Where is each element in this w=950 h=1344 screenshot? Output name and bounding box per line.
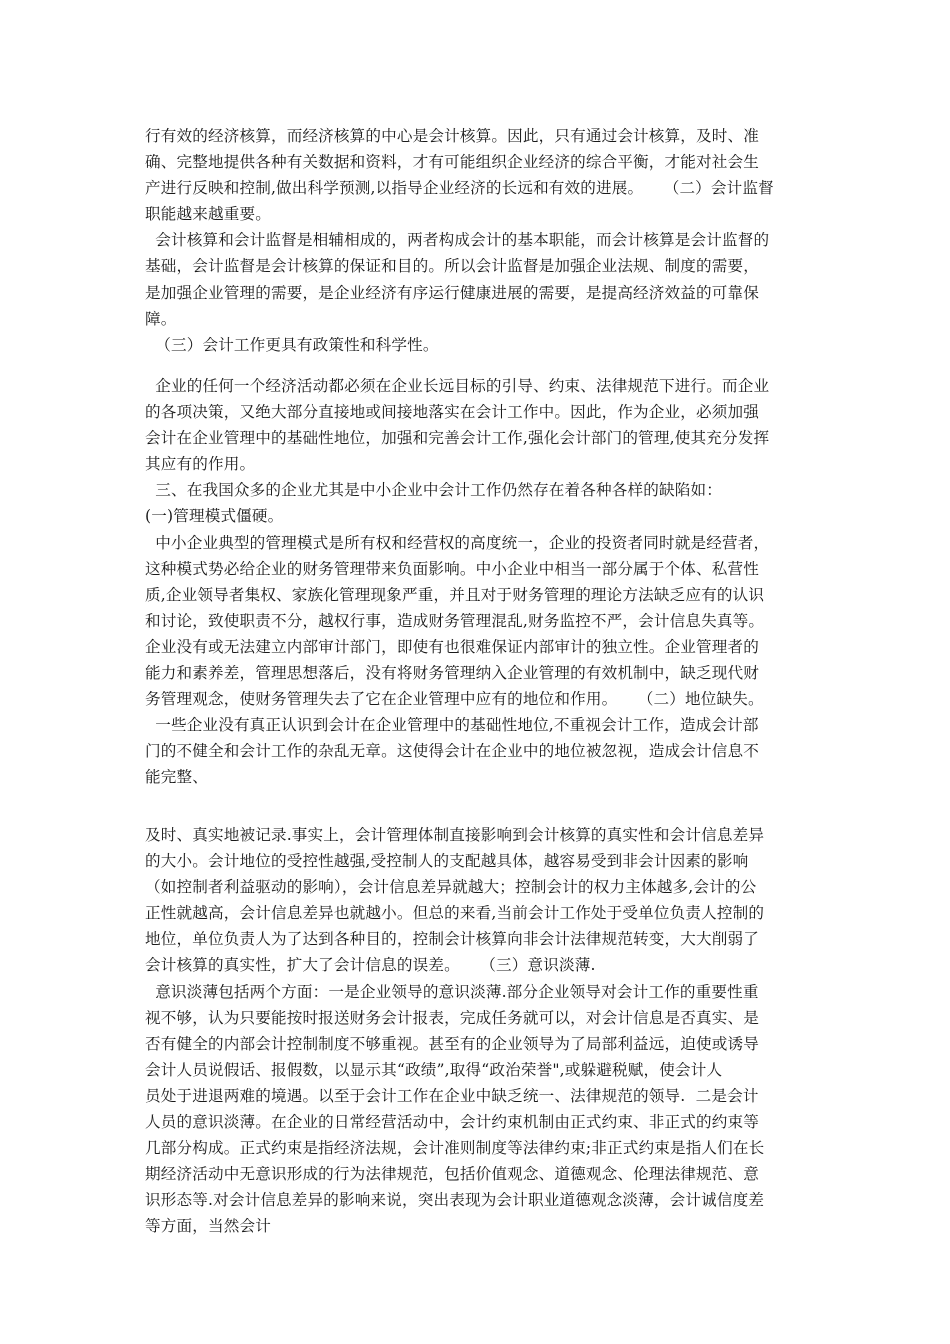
text-line: 的大小。会计地位的受控性越强,受控制人的支配越具体，越容易受到非会计因素的影响 (145, 852, 749, 871)
text-line: 是加强企业管理的需要，是企业经济有序运行健康进展的需要，是提高经济效益的可靠保 (145, 283, 760, 302)
text-line: 企业没有或无法建立内部审计部门，即使有也很难保证内部审计的独立性。企业管理者的 (145, 637, 760, 656)
text-line: 能力和素养差，管理思想落后，没有将财务管理纳入企业管理的有效机制中，缺乏现代财 (145, 664, 760, 683)
text-line: （如控制者利益驱动的影响），会计信息差异就越大；控制会计的权力主体越多,会计的公 (145, 878, 757, 897)
text-line: 质,企业领导者集权、家族化管理现象严重，并且对于财务管理的理论方法缺乏应有的认识 (145, 585, 765, 604)
section-heading: 三、在我国众多的企业尤其是中小企业中会计工作仍然存在着各种各样的缺陷如： (145, 481, 722, 500)
text-line: 几部分构成。正式约束是指经济法规，会计准则制度等法律约束;非正式约束是指人们在长 (145, 1139, 765, 1158)
text-line: 识形态等.对会计信息差异的影响来说，突出表现为会计职业道德观念淡薄，会计诚信度差 (145, 1191, 765, 1210)
text-line: 障。 (145, 309, 177, 328)
text-section-3 (145, 822, 815, 1240)
text-line: 意识淡薄包括两个方面：一是企业领导的意识淡薄.部分企业领导对会计工作的重要性重 (145, 982, 759, 1001)
text-line: 基础，会计监督是会计核算的保证和目的。所以会计监督是加强企业法规、制度的需要， (145, 257, 760, 276)
text-line: 一些企业没有真正认识到会计在企业管理中的基础性地位,不重视会计工作，造成会计部 (145, 716, 759, 735)
subsection-heading: (一)管理模式僵硬。 (145, 507, 284, 526)
text-line: 会计核算和会计监督是相辅相成的，两者构成会计的基本职能，而会计核算是会计监督的 (145, 231, 770, 250)
text-line: 确、完整地提供各种有关数据和资料，才有可能组织企业经济的综合平衡，才能对社会生 (145, 153, 760, 172)
text-line: 和讨论，致使职责不分，越权行事，造成财务管理混乱,财务监控不严，会计信息失真等。 (145, 611, 765, 630)
text-line: 企业的任何一个经济活动都必须在企业长远目标的引导、约束、法律规范下进行。而企业 (145, 377, 770, 395)
text-line: 视不够，认为只要能按时报送财务会计报表，完成任务就可以，对会计信息是否真实、是 (145, 1008, 760, 1027)
text-line: 其应有的作用。 (145, 455, 256, 474)
text-line: 门的不健全和会计工作的杂乱无章。这使得会计在企业中的地位被忽视，造成会计信息不 (145, 742, 760, 761)
text-line: 职能越来越重要。 (145, 205, 271, 224)
text-line: 产进行反映和控制,做出科学预测,以指导企业经济的长远和有效的进展。 （二）会计监督 (145, 179, 774, 198)
text-line: 会计核算的真实性，扩大了会计信息的误差。 （三）意识淡薄. (145, 956, 596, 975)
text-line: 正性就越高，会计信息差异也就越小。但总的来看,当前会计工作处于受单位负责人控制的 (145, 904, 765, 923)
text-line: 行有效的经济核算，而经济核算的中心是会计核算。因此，只有通过会计核算，及时、准 (145, 127, 760, 145)
text-section-2 (145, 373, 815, 791)
text-line: 期经济活动中无意识形成的行为法律规范，包括价值观念、道德观念、伦理法律规范、意 (145, 1165, 760, 1184)
text-line: 员处于进退两难的境遇。以至于会计工作在企业中缺乏统一、法律规范的领导. 二是会计 (145, 1086, 759, 1105)
text-line: 人员的意识淡薄。在企业的日常经营活动中，会计约束机制由正式约束、非正式的约束等 (145, 1113, 760, 1132)
text-section-1 (145, 123, 815, 358)
section-heading: （三）会计工作更具有政策性和科学性。 (145, 335, 439, 354)
text-line: 中小企业典型的管理模式是所有权和经营权的高度统一，企业的投资者同时就是经营者， (145, 533, 770, 552)
text-line: 的各项决策，又绝大部分直接地或间接地落实在会计工作中。因此，作为企业，必须加强 (145, 403, 760, 422)
text-line: 否有健全的内部会计控制制度不够重视。甚至有的企业领导为了局部利益远，迫使或诱导 (145, 1034, 760, 1053)
text-line: 地位，单位负责人为了达到各种目的，控制会计核算向非会计法律规范转变，大大削弱了 (145, 930, 760, 949)
text-line: 这种模式势必给企业的财务管理带来负面影响。中小企业中相当一部分属于个体、私营性 (145, 559, 760, 578)
text-line: 会计在企业管理中的基础性地位，加强和完善会计工作,强化会计部门的管理,使其充分发挥 (145, 429, 770, 448)
text-line: 会计人员说假话、报假数，以显示其“政绩”,取得“政治荣誉",或躲避税赋，使会计人 (145, 1060, 723, 1079)
text-line: 等方面，当然会计 (145, 1217, 271, 1236)
text-line: 务管理观念，使财务管理失去了它在企业管理中应有的地位和作用。 （二）地位缺失。 (145, 690, 764, 709)
text-line: 能完整、 (145, 768, 208, 787)
text-line: 及时、真实地被记录.事实上，会计管理体制直接影响到会计核算的真实性和会计信息差异 (145, 826, 765, 844)
